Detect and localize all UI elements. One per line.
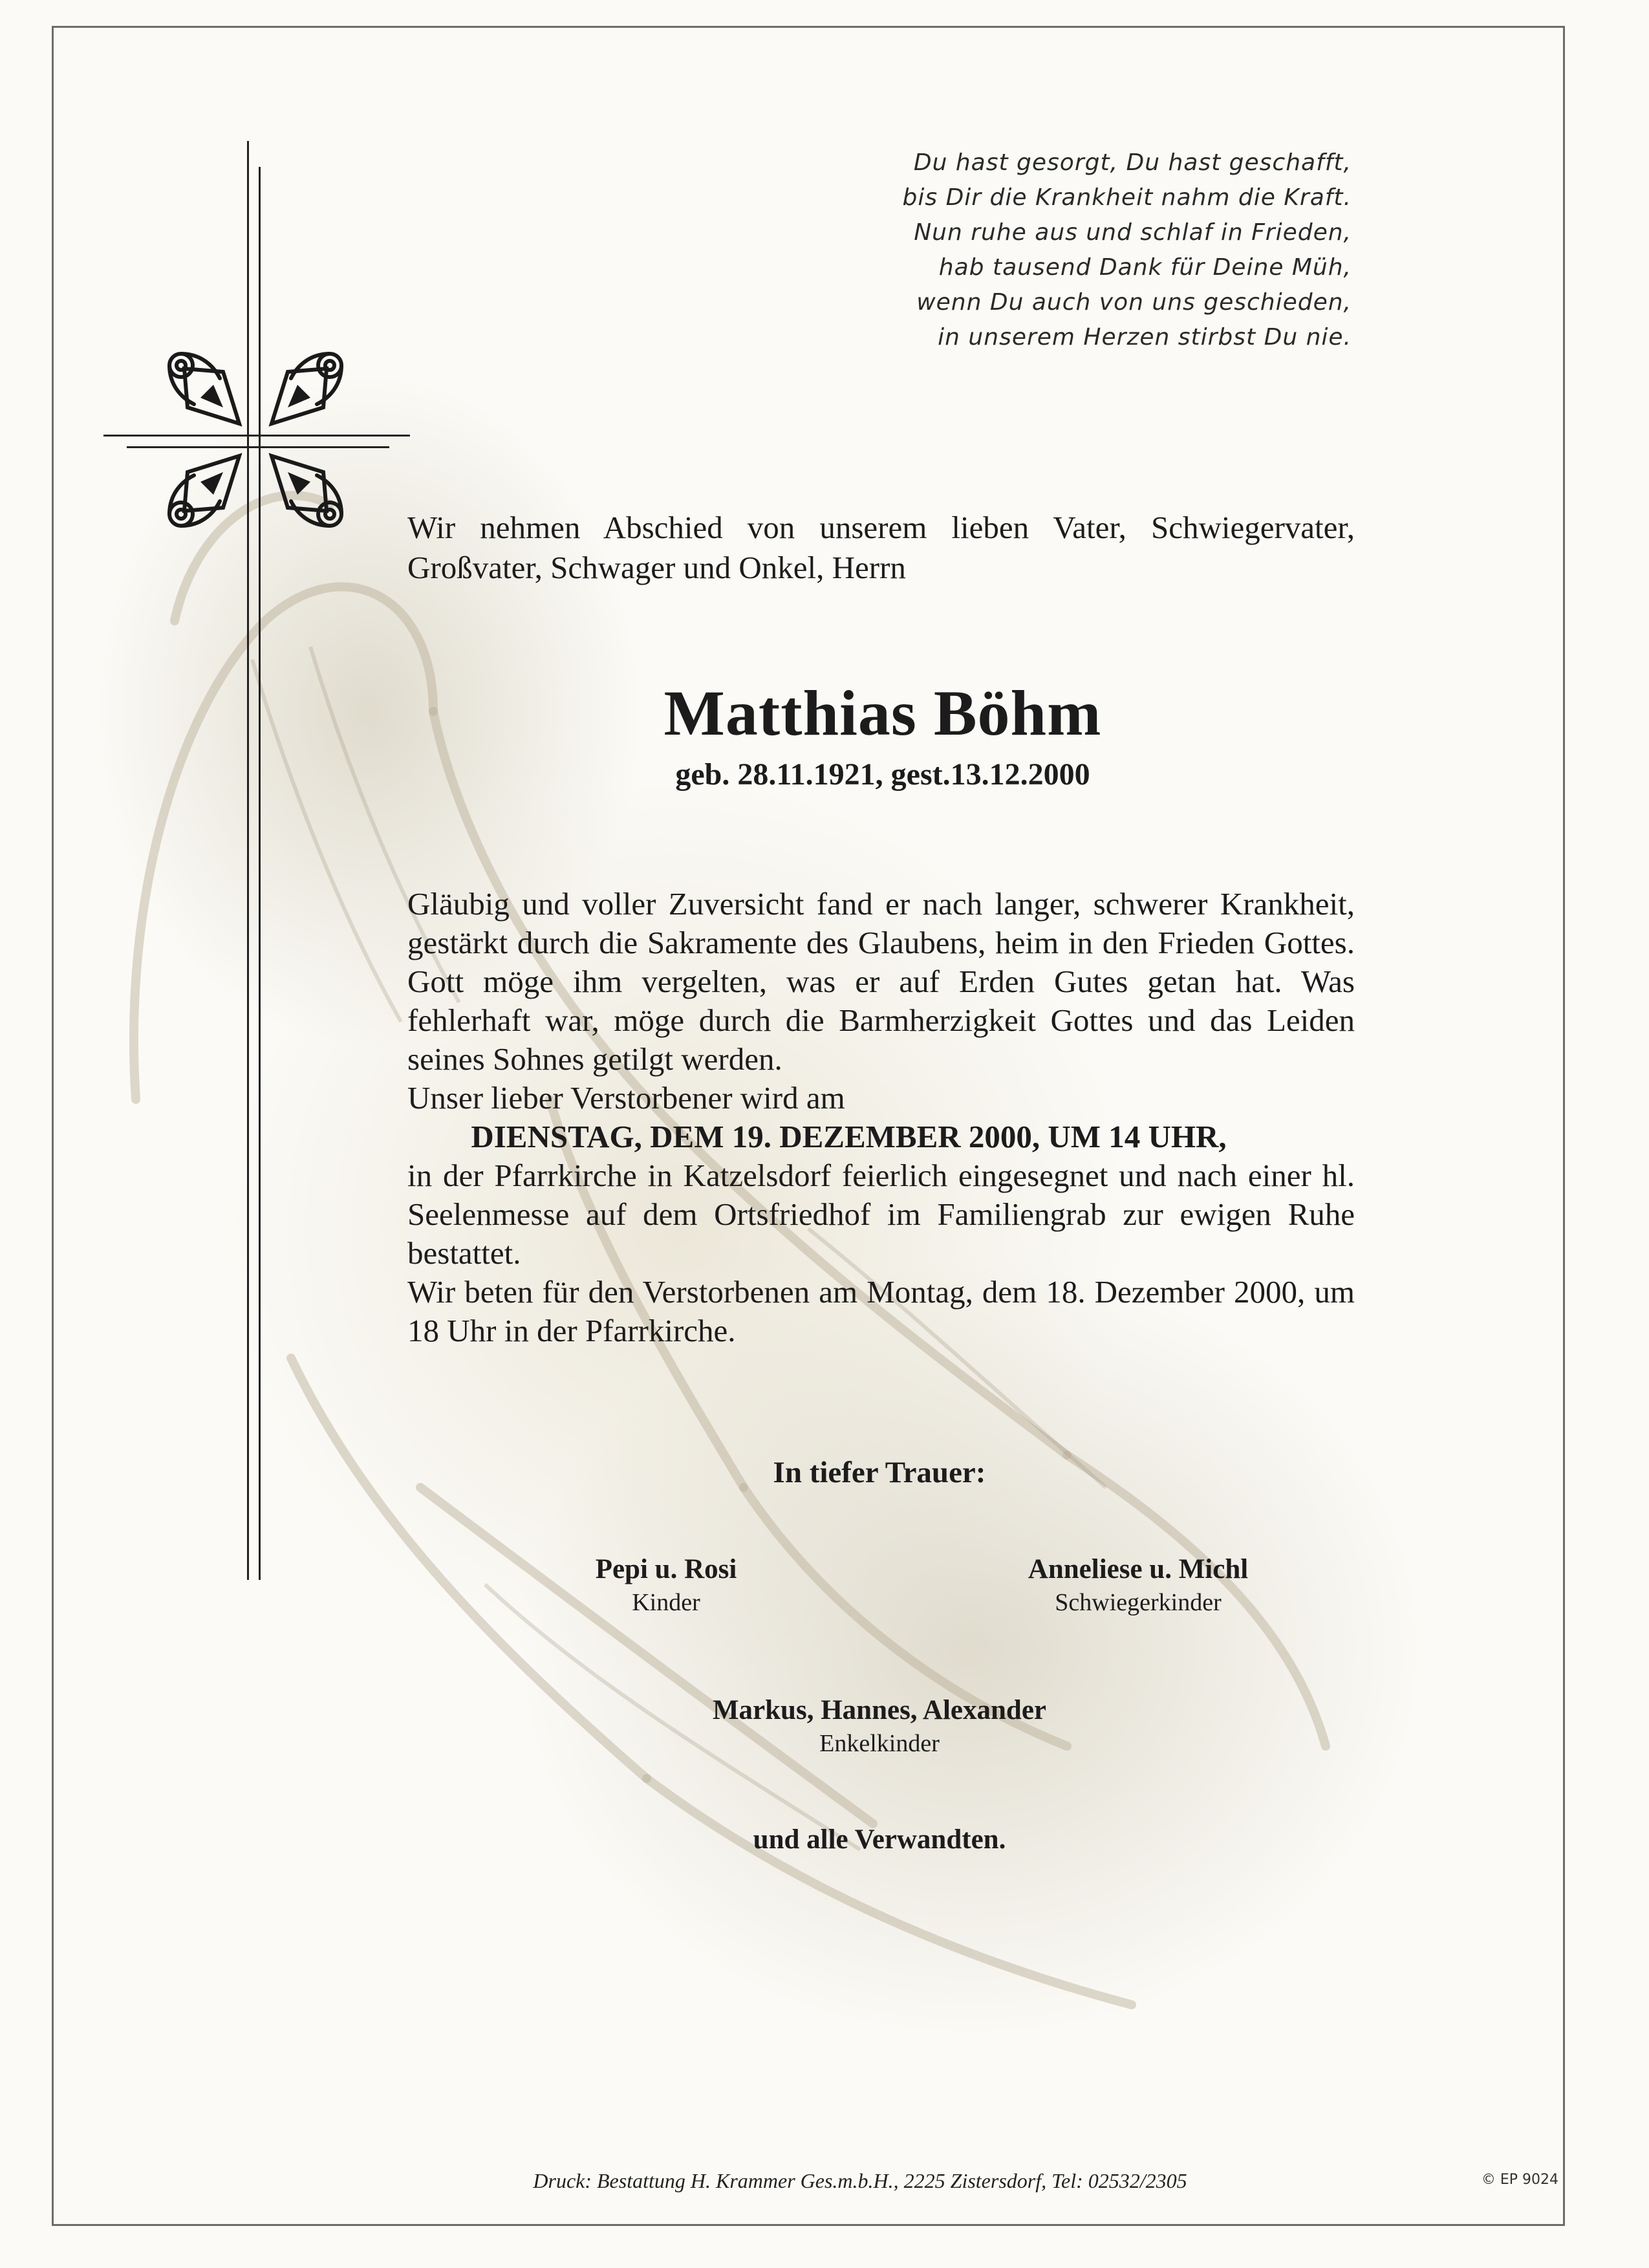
deceased-name: Matthias Böhm	[663, 677, 1102, 749]
cross-horizontal-line	[127, 446, 389, 448]
poem-line: wenn Du auch von uns geschieden,	[916, 289, 1352, 316]
product-code: © EP 9024	[1481, 2172, 1558, 2188]
poem-line: Du hast gesorgt, Du hast geschafft,	[913, 149, 1352, 176]
ornament-icon	[265, 449, 349, 534]
mourner-role: Schwiegerkinder	[1055, 1589, 1222, 1616]
faith-paragraph: Gläubig und voller Zuversicht fand er nach langer, schwerer Krankheit, gestärkt durch die Sakramente des Glaubens, heim in den Frieden Gottes. Gott möge ihm vergelten, was er auf Erden Gutes getan hat. Was fehlerhaft war, möge durch die Barmherzigkeit Gottes und das Leiden seines Sohnes getilgt werden.	[407, 886, 1355, 1077]
mourner-group	[938, 1552, 1339, 1618]
intro-text: Wir nehmen Abschied von unserem lieben Vater, Schwiegervater, Großvater, Schwager und Onkel, Herrn	[407, 510, 1355, 585]
mourning-heading: In tiefer Trauer:	[773, 1456, 986, 1489]
printer-footer: Druck: Bestattung H. Krammer Ges.m.b.H., 2225 Zistersdorf, Tel: 02532/2305	[533, 2169, 1187, 2192]
poem-line: bis Dir die Krankheit nahm die Kraft.	[902, 184, 1352, 211]
ornament-icon	[162, 346, 246, 430]
closing-line: und alle Verwandten.	[753, 1824, 1006, 1855]
mourner-role: Kinder	[632, 1589, 700, 1616]
poem-line: in unserem Herzen stirbst Du nie.	[938, 324, 1352, 351]
funeral-date: DIENSTAG, DEM 19. DEZEMBER 2000, UM 14 UHR,	[471, 1119, 1227, 1154]
poem-line: Nun ruhe aus und schlaf in Frieden,	[914, 219, 1352, 246]
announce-line: Unser lieber Verstorbener wird am	[407, 1080, 845, 1116]
ornament-icon	[162, 449, 246, 534]
poem	[711, 146, 1352, 355]
prayer-info: Wir beten für den Verstorbenen am Montag, dem 18. Dezember 2000, um 18 Uhr in der Pfarrkirche.	[407, 1274, 1355, 1348]
life-dates: geb. 28.11.1921, gest.13.12.2000	[675, 757, 1090, 792]
mourner-group	[511, 1552, 821, 1618]
mourner-name: Pepi u. Rosi	[595, 1554, 737, 1584]
funeral-details: in der Pfarrkirche in Katzelsdorf feierlich eingesegnet und nach einer hl. Seelenmesse auf dem Ortsfriedhof im Familiengrab zur ewigen Ruhe bestattet.	[407, 1158, 1355, 1271]
mourner-name: Anneliese u. Michl	[1028, 1554, 1249, 1584]
mourner-role: Enkelkinder	[819, 1730, 940, 1757]
body-text	[407, 885, 1355, 1350]
cross-horizontal-line	[103, 435, 410, 437]
mourner-group	[647, 1693, 1112, 1759]
mourner-name: Markus, Hannes, Alexander	[712, 1695, 1047, 1725]
cross-vertical-line	[259, 167, 261, 1580]
ornament-icon	[265, 346, 349, 430]
cross-vertical-line	[247, 141, 249, 1580]
poem-line: hab tausend Dank für Deine Müh,	[938, 254, 1352, 281]
